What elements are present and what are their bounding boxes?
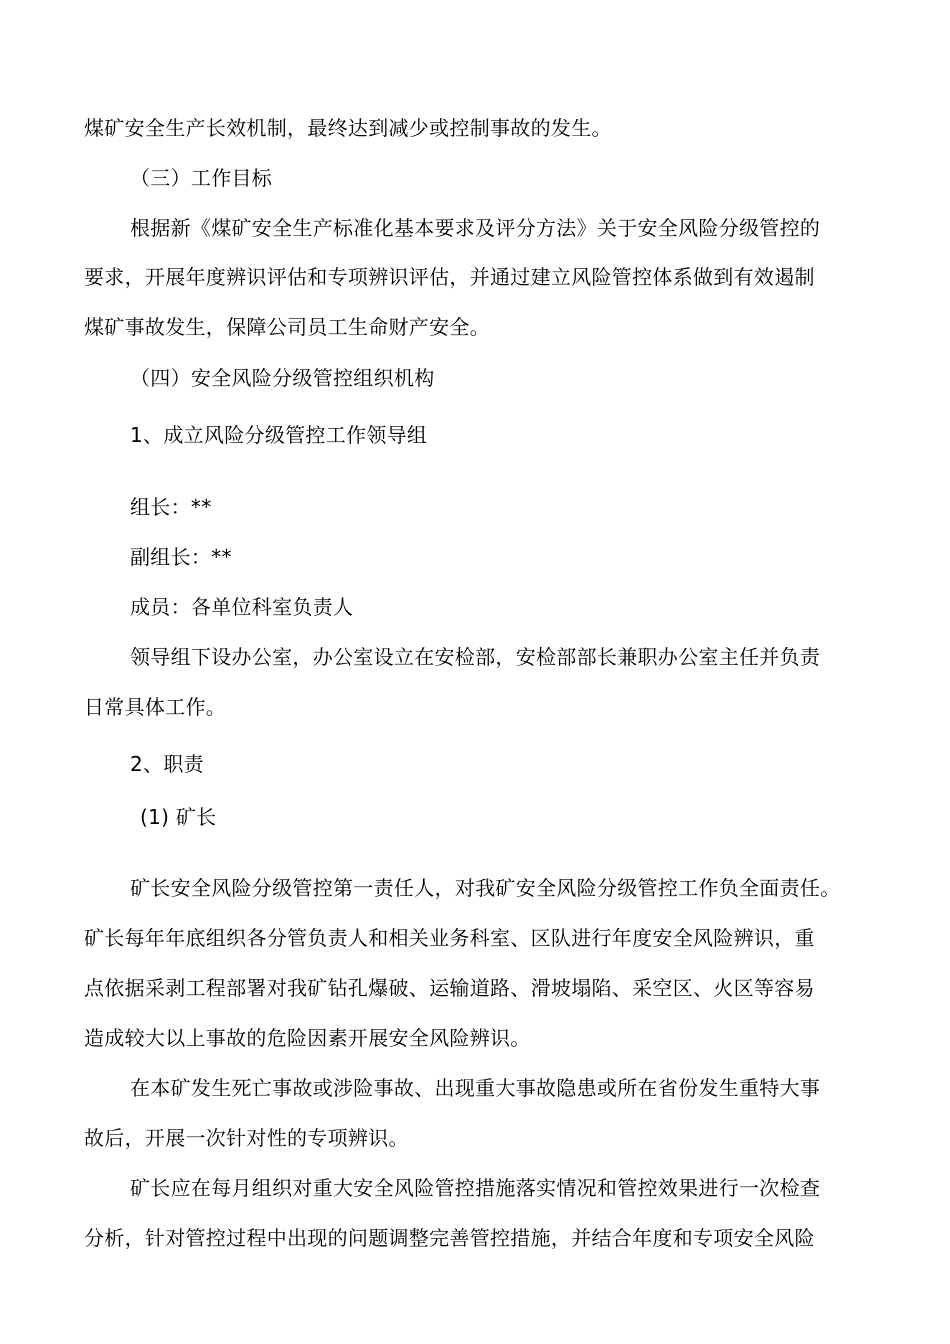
section-heading-work-goals: （三）工作目标 [130,166,273,190]
body-text-line: 煤矿事故发生，保障公司员工生命财产安全。 [84,315,490,339]
body-text-line: 点依据采剥工程部署对我矿钻孔爆破、运输道路、滑坡塌陷、采空区、火区等容易 [84,976,815,1000]
body-text-line: 矿长应在每月组织对重大安全风险管控措施落实情况和管控效果进行一次检查 [130,1176,821,1200]
body-text-line: 矿长安全风险分级管控第一责任人，对我矿安全风险分级管控工作负全面责任。 [130,876,841,900]
deputy-leader-line: 副组长：** [130,545,232,569]
body-text-line: 领导组下设办公室，办公室设立在安检部，安检部部长兼职办公室主任并负责 [130,645,821,669]
body-text-line: 在本矿发生死亡事故或涉险事故、出现重大事故隐患或所在省份发生重特大事 [130,1076,821,1100]
group-leader-line: 组长：** [130,495,212,519]
body-text-line: 故后，开展一次针对性的专项辨识。 [84,1126,409,1150]
body-text-line: 煤矿安全生产长效机制，最终达到减少或控制事故的发生。 [84,116,612,140]
section-heading-organization: （四）安全风险分级管控组织机构 [130,366,435,390]
members-line: 成员：各单位科室负责人 [130,595,354,619]
subsection-heading-duties: 2、职责 [130,752,204,776]
body-text-line: 根据新《煤矿安全生产标准化基本要求及评分方法》关于安全风险分级管控的 [130,216,821,240]
body-text-line: 分析，针对管控过程中出现的问题调整完善管控措施，并结合年度和专项安全风险 [84,1226,815,1250]
body-text-line: 要求，开展年度辨识评估和专项辨识评估，并通过建立风险管控体系做到有效遏制 [84,265,815,289]
body-text-line: 造成较大以上事故的危险因素开展安全风险辨识。 [84,1026,531,1050]
subsection-heading-leading-group: 1、成立风险分级管控工作领导组 [130,423,428,447]
body-text-line: 矿长每年年底组织各分管负责人和相关业务科室、区队进行年度安全风险辨识，重 [84,926,815,950]
item-heading-mine-director: (1) 矿长 [140,805,217,829]
body-text-line: 日常具体工作。 [84,695,227,719]
